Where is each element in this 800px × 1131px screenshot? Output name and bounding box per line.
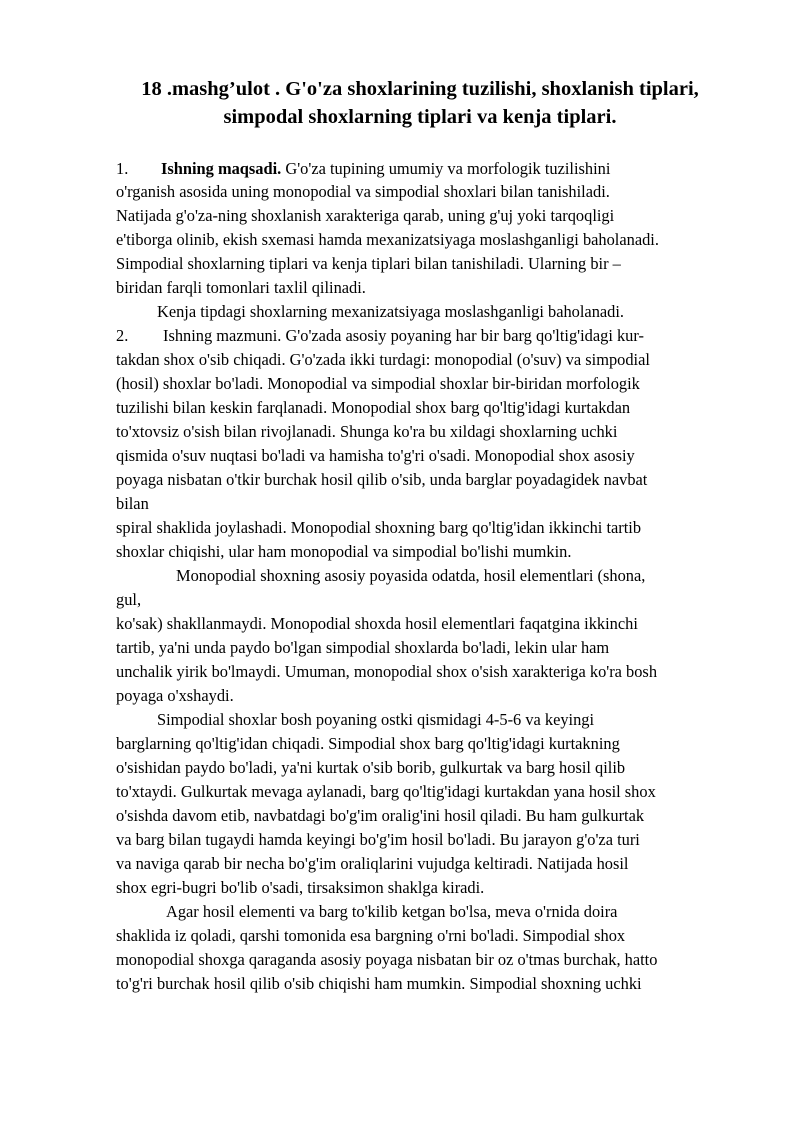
text-line: Agar hosil elementi va barg to'kilib ketgan bo'lsa, meva o'rnida doira [166,902,618,921]
section-1-first-line [161,158,610,180]
text-line: va barg bilan tugaydi hamda keyingi bo'g'im hosil bo'ladi. Bu jarayon g'o'za turi [116,830,640,849]
text-line: (hosil) shoxlar bo'ladi. Monopodial va simpodial shoxlar bir-biridan morfologik [116,374,640,393]
text-line: bilan [116,494,149,513]
text-line: barglarning qo'ltig'idan chiqadi. Simpodial shox barg qo'ltig'idagi kurtakning [116,734,620,753]
text-line: qismida o'suv nuqtasi bo'ladi va hamisha to'g'ri o'sadi. Monopodial shox asosiy [116,446,635,465]
section-2-number: 2. [116,326,129,345]
text-line: to'xtaydi. Gulkurtak mevaga aylanadi, barg qo'ltig'idagi kurtakdan yana hosil shox [116,782,656,801]
text-line: spiral shaklida joylashadi. Monopodial shoxning barg qo'ltig'idan ikkinchi tartib [116,518,642,537]
text-line: e'tiborga olinib, ekish sxemasi hamda mexanizatsiyaga moslashganligi baholanadi. [116,230,659,249]
text-line: Simpodial shoxlarning tiplari va kenja tiplari bilan tanishiladi. Ularning bir – [116,254,621,273]
page-title-line-1: 18 .mashg’ulot . G'o'za shoxlarining tuzilishi, shoxlanish tiplari, [141,78,699,100]
text-line: Monopodial shoxning asosiy poyasida odatda, hosil elementlari (shona, [176,566,646,585]
text-line: Simpodial shoxlar bosh poyaning ostki qismidagi 4-5-6 va keyingi [157,710,595,729]
text-line: poyaga o'xshaydi. [116,686,234,705]
text-line: va naviga qarab bir necha bo'g'im oraliqlarini vujudga keltiradi. Natijada hosil [116,854,629,873]
section-1-heading: Ishning maqsadi. [161,159,282,178]
page-title-line-2: simpodal shoxlarning tiplari va kenja tiplari. [223,106,617,128]
section-1-number: 1. [116,159,129,178]
text-line: o'sishda davom etib, navbatdagi bo'g'im oralig'ini hosil qiladi. Bu ham gulkurtak [116,806,645,825]
text-line: Natijada g'o'za-ning shoxlanish xarakteriga qarab, uning g'uj yoki tarqoqligi [116,206,615,225]
text-line: monopodial shoxga qaraganda asosiy poyaga nisbatan bir oz o'tmas burchak, hatto [116,950,658,969]
text-line: tartib, ya'ni unda paydo bo'lgan simpodial shoxlarda bo'ladi, lekin ular ham [116,638,610,657]
text-line: to'xtovsiz o'sish bilan rivojlanadi. Shunga ko'ra bu xildagi shoxlarning uchki [116,422,618,441]
text-line: Kenja tipdagi shoxlarning mexanizatsiyaga moslashganligi baholanadi. [157,302,625,321]
text-line: unchalik yirik bo'lmaydi. Umuman, monopodial shox o'sish xarakteriga ko'ra bosh [116,662,658,681]
text-line: shaklida iz qoladi, qarshi tomonida esa bargning o'rni bo'ladi. Simpodial shox [116,926,626,945]
text-line: biridan farqli tomonlari taxlil qilinadi. [116,278,366,297]
text-line: shox egri-bugri bo'lib o'sadi, tirsaksimon shaklga kiradi. [116,878,485,897]
text-line: ko'sak) shakllanmaydi. Monopodial shoxda hosil elementlari faqatgina ikkinchi [116,614,638,633]
text-line: shoxlar chiqishi, ular ham monopodial va simpodial bo'lishi mumkin. [116,542,572,561]
section-1-first-line-rest: G'o'za tupining umumiy va morfologik tuzilishini [285,159,611,178]
text-line: o'rganish asosida uning monopodial va simpodial shoxlari bilan tanishiladi. [116,182,610,201]
text-line: gul, [116,590,142,609]
text-line: tuzilishi bilan keskin farqlanadi. Monopodial shox barg qo'ltig'idagi kurtakdan [116,398,631,417]
text-line: poyaga nisbatan o'tkir burchak hosil qilib o'sib, unda barglar poyadagidek navbat [116,470,648,489]
text-line: to'g'ri burchak hosil qilib o'sib chiqishi ham mumkin. Simpodial shoxning uchki [116,974,642,993]
text-line: takdan shox o'sib chiqadi. G'o'zada ikki turdagi: monopodial (o'suv) va simpodial [116,350,650,369]
section-2-first-line: Ishning mazmuni. G'o'zada asosiy poyaning har bir barg qo'ltig'idagi kur- [163,326,644,345]
text-line: o'sishidan paydo bo'ladi, ya'ni kurtak o'sib borib, gulkurtak va barg hosil qilib [116,758,626,777]
